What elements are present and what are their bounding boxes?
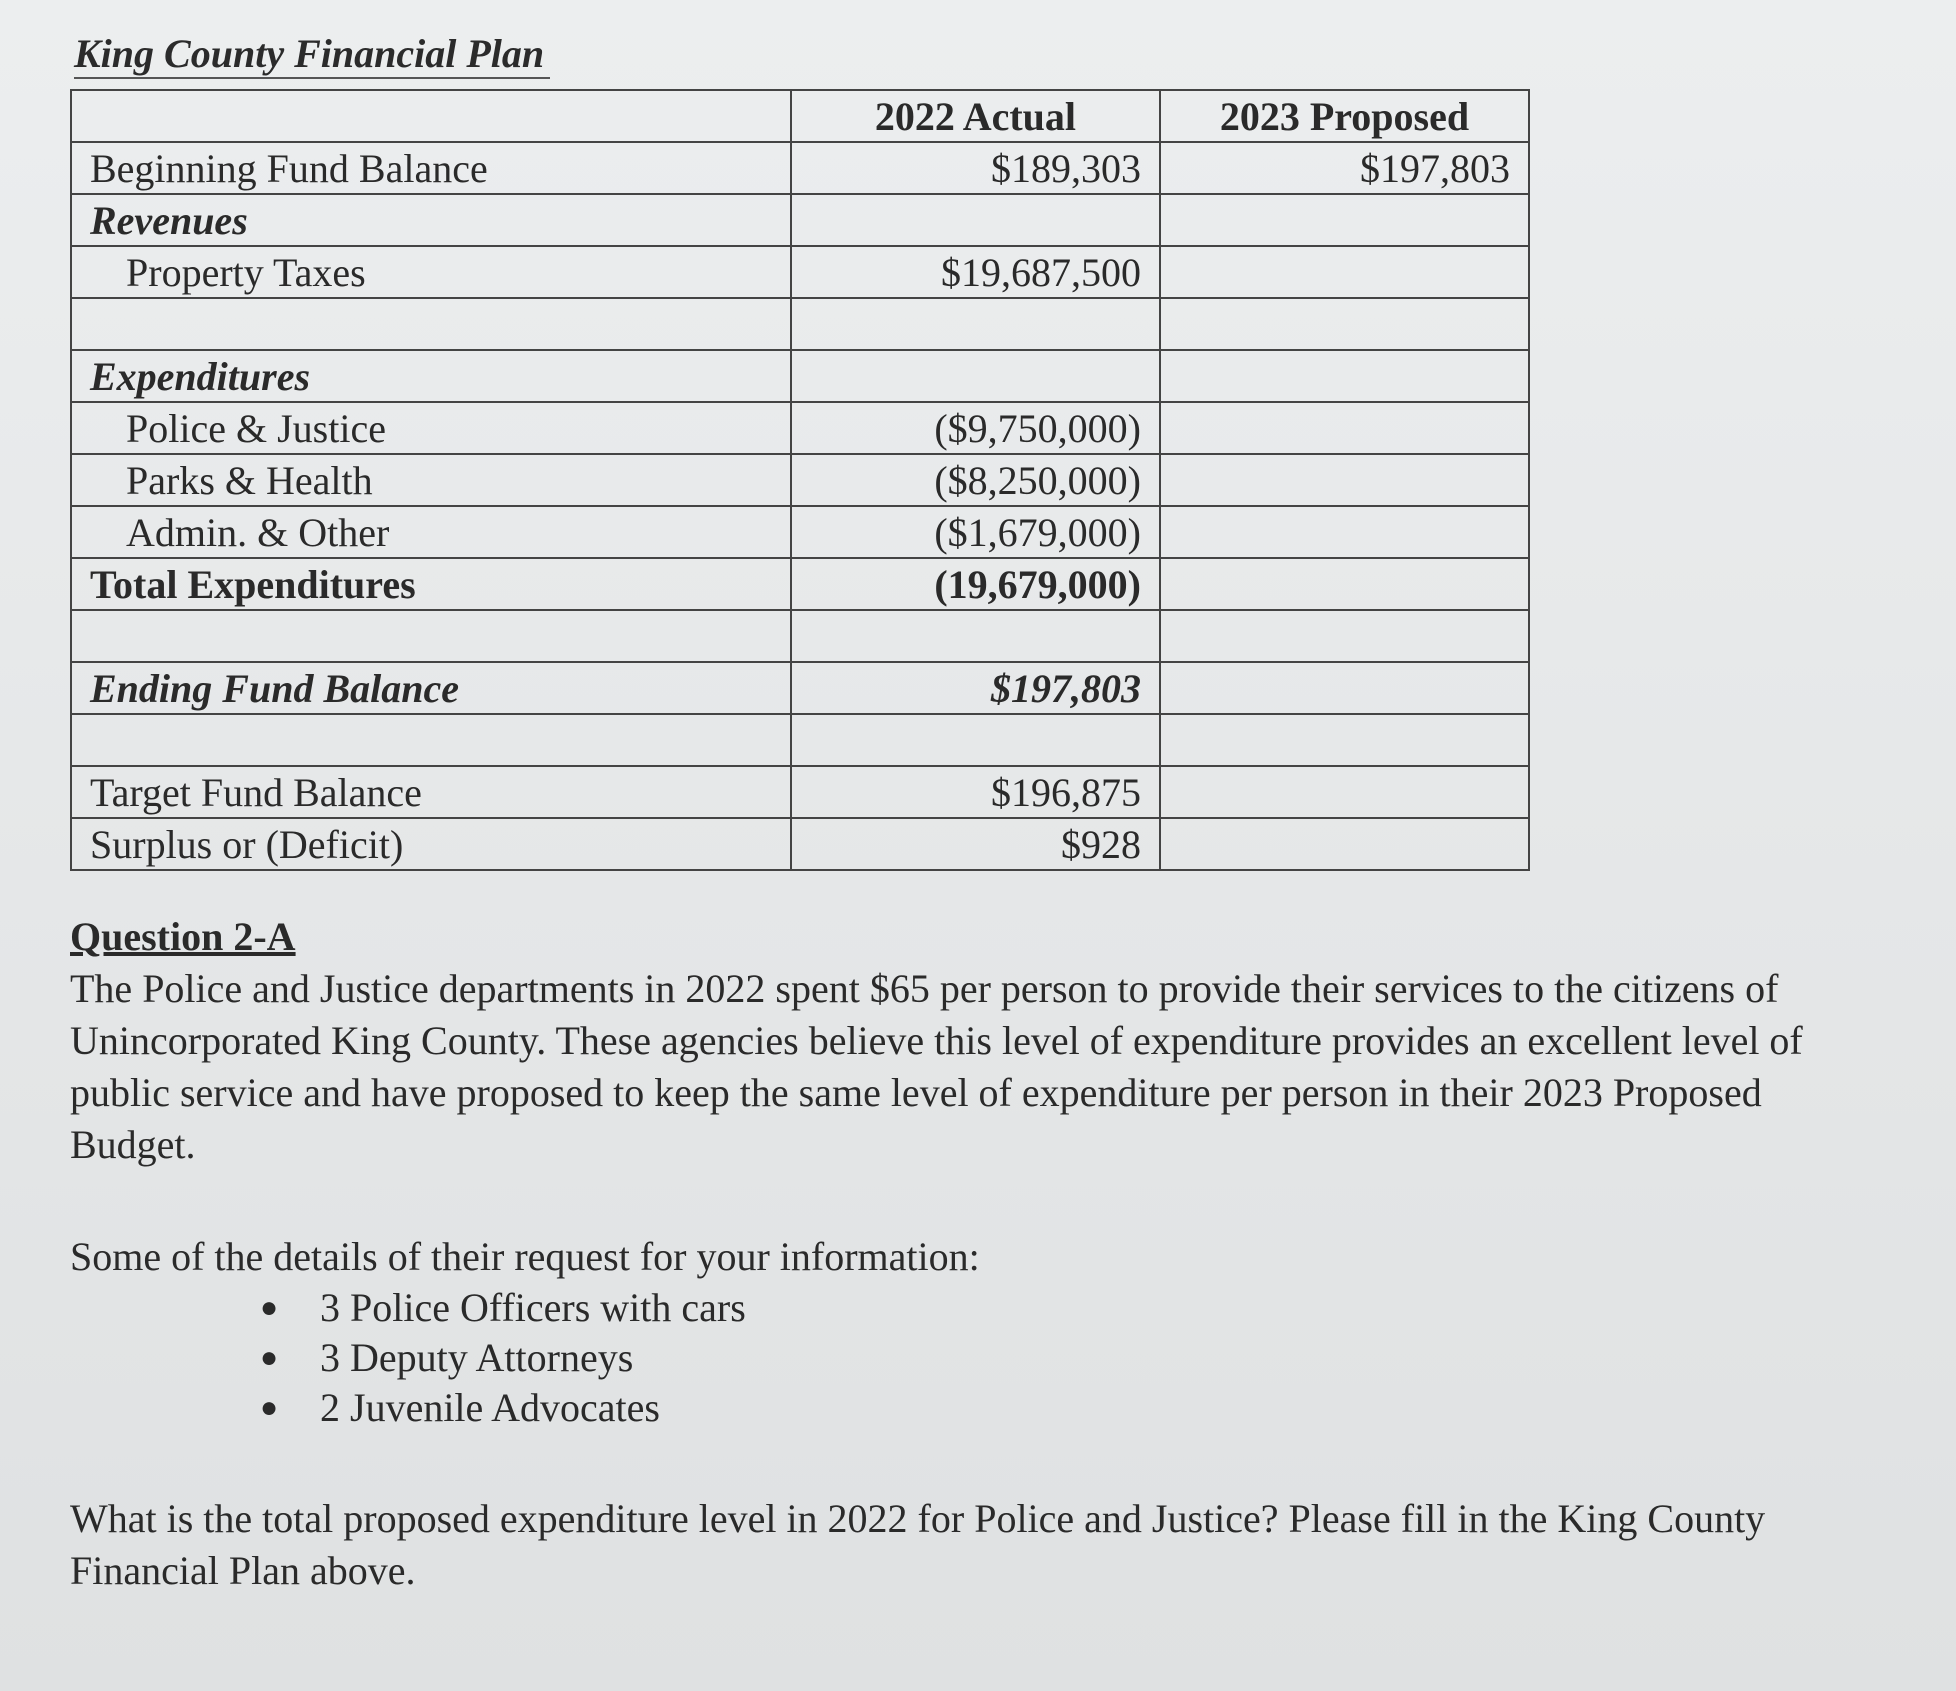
empty-cell bbox=[791, 350, 1160, 402]
value-2022: ($9,750,000) bbox=[791, 402, 1160, 454]
table-row-admin-other bbox=[71, 506, 1529, 558]
input-cell-2023[interactable] bbox=[1160, 194, 1529, 246]
input-cell-2023[interactable] bbox=[1160, 402, 1529, 454]
empty-cell bbox=[791, 298, 1160, 350]
section-label-revenues: Revenues bbox=[71, 194, 791, 246]
value-2022: $197,803 bbox=[791, 662, 1160, 714]
input-cell-2023[interactable] bbox=[1160, 662, 1529, 714]
table-row-ending-balance bbox=[71, 662, 1529, 714]
list-item bbox=[260, 1283, 1890, 1333]
section-label-expenditures: Expenditures bbox=[71, 350, 791, 402]
value-2022: $928 bbox=[791, 818, 1160, 870]
row-label: Admin. & Other bbox=[126, 509, 390, 555]
table-row-total-expenditures bbox=[71, 558, 1529, 610]
input-cell-2023[interactable] bbox=[1160, 246, 1529, 298]
header-2023-proposed: 2023 Proposed bbox=[1160, 90, 1529, 142]
final-question: What is the total proposed expenditure level in 2022 for Police and Justice? Please fill in the King County Financial Plan above. bbox=[70, 1496, 1766, 1593]
input-cell-2023[interactable] bbox=[1160, 714, 1529, 766]
table-row-blank bbox=[71, 714, 1529, 766]
value-2022: $189,303 bbox=[791, 142, 1160, 194]
table-row-police-justice bbox=[71, 402, 1529, 454]
empty-cell bbox=[71, 610, 791, 662]
row-label: Ending Fund Balance bbox=[71, 662, 791, 714]
table-row-revenues-heading bbox=[71, 194, 1529, 246]
value-2022: $19,687,500 bbox=[791, 246, 1160, 298]
table-row-parks-health bbox=[71, 454, 1529, 506]
financial-plan-table bbox=[70, 89, 1530, 871]
question-paragraph: The Police and Justice departments in 2022 spent $65 per person to provide their services to the citizens of Unincorporated King County. These agencies believe this level of expenditure provides an excellent level of public service and have proposed to keep the same level of expenditure per person in their 2023 Proposed Budget. bbox=[70, 966, 1803, 1167]
table-row-surplus-deficit bbox=[71, 818, 1529, 870]
list-item bbox=[260, 1383, 1890, 1433]
input-cell-2023[interactable] bbox=[1160, 350, 1529, 402]
input-cell-2023[interactable] bbox=[1160, 818, 1529, 870]
row-label: Parks & Health bbox=[126, 457, 373, 503]
input-cell-2023[interactable] bbox=[1160, 506, 1529, 558]
empty-cell bbox=[791, 610, 1160, 662]
plan-title: King County Financial Plan bbox=[74, 30, 550, 79]
list-item-text: 3 Police Officers with cars bbox=[320, 1285, 746, 1330]
header-2022-actual: 2022 Actual bbox=[791, 90, 1160, 142]
value-2022: $196,875 bbox=[791, 766, 1160, 818]
request-details-list bbox=[260, 1283, 1890, 1433]
input-cell-2023[interactable] bbox=[1160, 766, 1529, 818]
table-header-row bbox=[71, 90, 1529, 142]
row-label-cell bbox=[71, 454, 791, 506]
header-label-cell bbox=[71, 90, 791, 142]
bullet-icon: ● bbox=[260, 1341, 279, 1374]
row-label-cell bbox=[71, 402, 791, 454]
value-2022: ($1,679,000) bbox=[791, 506, 1160, 558]
value-2022: (19,679,000) bbox=[791, 558, 1160, 610]
document-page bbox=[70, 30, 1890, 1597]
row-label: Police & Justice bbox=[126, 405, 386, 451]
empty-cell bbox=[71, 298, 791, 350]
question-block bbox=[70, 911, 1890, 1597]
empty-cell bbox=[791, 194, 1160, 246]
row-label: Target Fund Balance bbox=[71, 766, 791, 818]
input-cell-2023[interactable] bbox=[1160, 558, 1529, 610]
bullet-icon: ● bbox=[260, 1291, 279, 1324]
table-row-blank bbox=[71, 610, 1529, 662]
details-intro: Some of the details of their request for your information: bbox=[70, 1234, 980, 1279]
row-label: Total Expenditures bbox=[71, 558, 791, 610]
input-cell-2023[interactable] bbox=[1160, 454, 1529, 506]
table-row-property-taxes bbox=[71, 246, 1529, 298]
empty-cell bbox=[71, 714, 791, 766]
row-label: Beginning Fund Balance bbox=[71, 142, 791, 194]
row-label-cell bbox=[71, 506, 791, 558]
value-2023[interactable]: $197,803 bbox=[1160, 142, 1529, 194]
row-label: Property Taxes bbox=[126, 249, 366, 295]
list-item-text: 3 Deputy Attorneys bbox=[320, 1335, 634, 1380]
list-item-text: 2 Juvenile Advocates bbox=[320, 1385, 660, 1430]
table-row-expenditures-heading bbox=[71, 350, 1529, 402]
value-2022: ($8,250,000) bbox=[791, 454, 1160, 506]
input-cell-2023[interactable] bbox=[1160, 610, 1529, 662]
table-row-blank bbox=[71, 298, 1529, 350]
row-label: Surplus or (Deficit) bbox=[71, 818, 791, 870]
table-row-target-balance bbox=[71, 766, 1529, 818]
input-cell-2023[interactable] bbox=[1160, 298, 1529, 350]
empty-cell bbox=[791, 714, 1160, 766]
table-row-beginning-balance bbox=[71, 142, 1529, 194]
question-heading: Question 2-A bbox=[70, 914, 296, 959]
bullet-icon: ● bbox=[260, 1391, 279, 1424]
row-label-cell bbox=[71, 246, 791, 298]
list-item bbox=[260, 1333, 1890, 1383]
